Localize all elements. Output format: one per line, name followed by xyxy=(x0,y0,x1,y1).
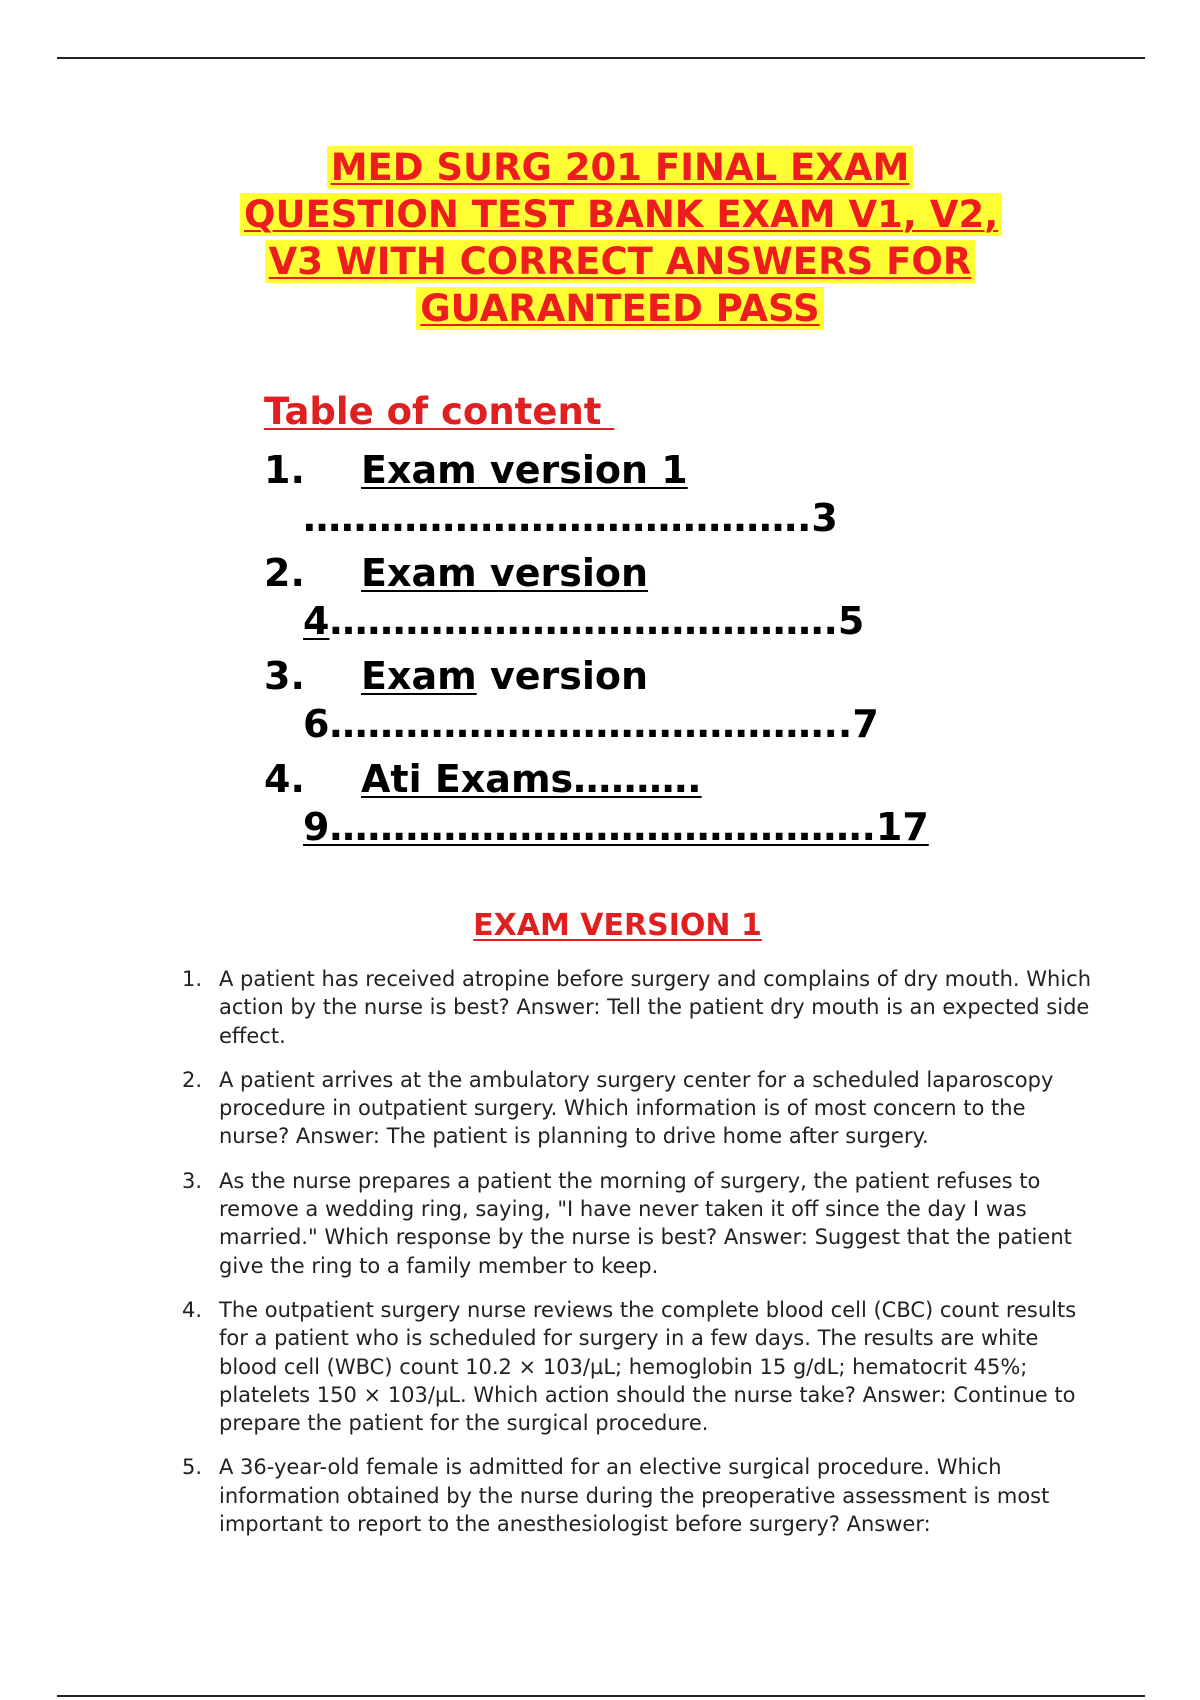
toc-item[interactable] xyxy=(264,652,1024,748)
question-number: 2. xyxy=(182,1067,203,1092)
document-title-text: MED SURG 201 FINAL EXAM QUESTION TEST BANK EXAM V1, V2, V3 WITH CORRECT ANSWERS FOR GUARANTEED PASS xyxy=(240,146,1002,330)
question-number: 5. xyxy=(182,1455,203,1480)
question-item xyxy=(175,1167,1095,1280)
toc-item-text xyxy=(303,755,1024,851)
question-text: The outpatient surgery nurse reviews the complete blood cell (CBC) count results for a patient who is scheduled for surgery in a few days. The results are white blood cell (WBC) count 10.2 × 103/µL; hemoglobin 15 g/dL; hematocrit 45%; platelets 150 × 103/µL. Which action should the nurse take? Answer: Continue to prepare the patient for the surgical procedure. xyxy=(219,1297,1077,1436)
toc-item-text xyxy=(303,652,1024,748)
toc-item-number: 1. xyxy=(264,448,305,492)
toc-item-title: Exam version 1 xyxy=(361,448,688,492)
toc-item-leader: ………………………………….5 xyxy=(329,599,865,643)
top-rule xyxy=(57,57,1145,59)
toc-item[interactable] xyxy=(264,755,1024,851)
toc-heading: Table of content xyxy=(264,390,615,433)
toc-item-text xyxy=(303,446,1024,542)
toc-item-number: 4. xyxy=(264,757,305,801)
toc-item-leader: ………………………………….3 xyxy=(303,496,838,540)
bottom-rule xyxy=(57,1695,1145,1697)
toc-item-title: Exam version 4 xyxy=(303,551,649,643)
section-heading: EXAM VERSION 1 xyxy=(473,908,762,943)
toc-item-text xyxy=(303,549,1024,645)
question-item xyxy=(175,1296,1095,1437)
question-list xyxy=(175,965,1095,1554)
toc-item-title: Ati Exams……….9…………………………………….17 xyxy=(303,757,929,849)
toc-item[interactable] xyxy=(264,446,1024,542)
question-number: 4. xyxy=(182,1297,203,1322)
toc-item-leader: …………………………………..7 xyxy=(329,702,879,746)
question-number: 3. xyxy=(182,1168,203,1193)
toc-item-number: 3. xyxy=(264,654,305,698)
question-text: A patient arrives at the ambulatory surgery center for a scheduled laparoscopy procedure in outpatient surgery. Which information is of most concern to the nurse? Answer: The patient is planning to drive home after surgery. xyxy=(219,1067,1054,1149)
table-of-contents xyxy=(264,446,1024,858)
question-item xyxy=(175,965,1095,1050)
question-item xyxy=(175,1066,1095,1151)
question-item xyxy=(175,1453,1095,1538)
question-number: 1. xyxy=(182,967,203,991)
toc-item-title: Exam xyxy=(361,654,477,698)
question-text: A 36-year-old female is admitted for an elective surgical procedure. Which information obtained by the nurse during the preoperative assessment is most important to report to the anesthesiologist before surgery? Answer: xyxy=(219,1455,1050,1537)
toc-item-title-rest: version 6 xyxy=(303,654,649,746)
question-text: As the nurse prepares a patient the morning of surgery, the patient refuses to remove a wedding ring, saying, "I have never taken it off since the day I was married." Which response by the nurse is best? Answer: Suggest that the patient give the ring to a family member to keep. xyxy=(219,1168,1072,1278)
toc-item[interactable] xyxy=(264,549,1024,645)
document-title xyxy=(240,144,1000,332)
toc-item-number: 2. xyxy=(264,551,305,595)
question-text: A patient has received atropine before surgery and complains of dry mouth. Which action by the nurse is best? Answer: Tell the patient dry mouth is an expected side effect. xyxy=(219,967,1092,1048)
